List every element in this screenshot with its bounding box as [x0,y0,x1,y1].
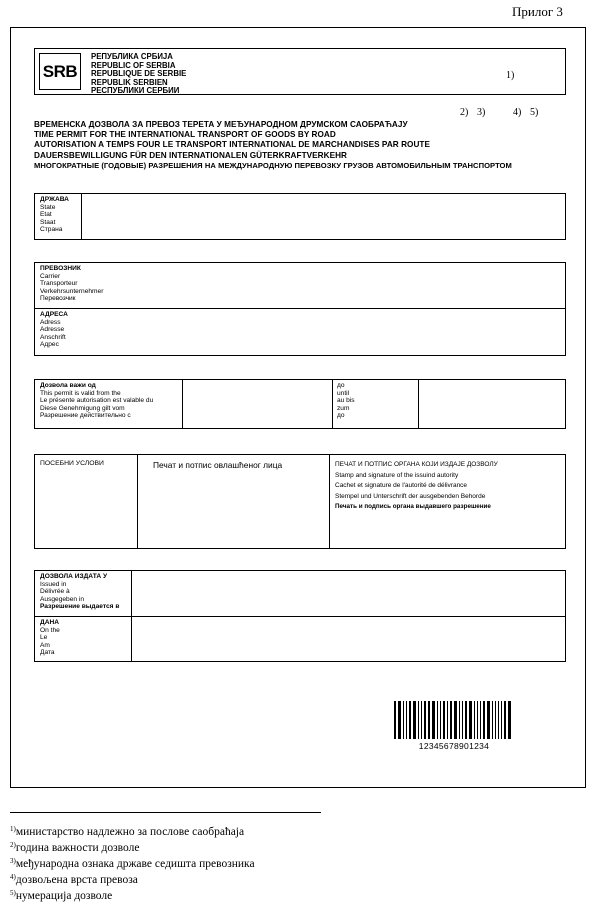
state-label-line: Etat [40,211,52,219]
ministry-note-ref: 1) [506,70,515,81]
issued-label-line: Issued in [40,580,67,588]
authority-label-ru: Печать и подпись органа выдавшего разрешение [335,503,491,510]
validity-divider-1 [182,380,183,428]
country-name: REPUBLIK SERBIEN [91,77,168,87]
barcode-bar [465,701,467,739]
barcode-bar [483,701,485,739]
country-name: REPUBLIC OF SERBIA [91,60,176,70]
footnote-item: $^{1)}$министарство надлежно за послове саобраћаја [10,825,245,838]
validity-divider-2 [332,380,333,428]
carrier-label-line: Перевозчик [40,295,76,303]
barcode-bar [447,701,448,739]
barcode-bar [424,701,426,739]
authorized-person-label: Печат и потпис овлашћеног лица [153,460,283,470]
valid-until-line: до [337,412,345,420]
footnote-item: $^{4)}$дозвољена врста превоза [10,873,138,886]
valid-until-line: au bis [337,397,355,405]
barcode-bar [440,701,441,739]
state-label-main: ДРЖАВА [40,196,69,203]
address-label-line: Anschrift [40,333,66,341]
date-label [40,619,60,657]
barcode-bar [487,701,490,739]
barcode-bar [428,701,430,739]
carrier-label-line: Transporteur [40,280,78,288]
barcode-bar [498,701,499,739]
country-block [34,48,566,95]
barcode-bar [508,701,511,739]
note-ref-number: 5) [530,107,539,118]
barcode-bar [394,701,396,739]
valid-until-main: до [337,382,345,389]
country-name: РЕСПУБЛИКИ СЕРБИИ [91,86,180,96]
special-conditions-label: ПОСЕБНИ УСЛОВИ [40,460,104,467]
barcode-number: 12345678901234 [418,741,490,751]
title-en: TIME PERMIT FOR THE INTERNATIONAL TRANSPORT OF GOODS BY ROAD [34,130,336,140]
address-label-line: Adress [40,318,61,326]
state-label-line: Staat [40,218,56,226]
carrier-label-line: Carrier [40,272,61,280]
title-ru: МНОГОКРАТНЫЕ (ГОДОВЫЕ) РАЗРЕШЕНИЯ НА МЕЖДУНАРОДНУЮ ПЕРЕВОЗКУ ГРУЗОВ АВТОМОБИЛЬНЫМ ТРАНСПОРТОМ [34,160,512,170]
validity-divider-3 [418,380,419,428]
valid-until-line: until [337,389,350,397]
carrier-label-main: ПРЕВОЗНИК [40,265,81,272]
valid-until-label [337,382,355,420]
authority-label-main: ПЕЧАТ И ПОТПИС ОРГАНА КОЈИ ИЗДАЈЕ ДОЗВОЛУ [335,461,498,468]
issued-label-main: ДОЗВОЛА ИЗДАТА У [40,573,108,580]
note-ref-year: 2) [460,107,469,118]
authority-label-line: Stempel und Unterschrift der ausgebenden Behorde [335,492,486,500]
title-de: DAUERSBEWILLIGUNG FÜR DEN INTERNATIONALEN GÜTERKRAFTVERKEHR [34,150,348,160]
issued-label [40,573,119,611]
barcode [392,701,516,739]
barcode-bar [450,701,452,739]
valid-from-line: Разрешение действительно с [40,412,131,420]
barcode-bar [462,701,463,739]
srb-code: SRB [42,62,78,81]
state-label-line: State [40,203,56,211]
footnote-separator [10,812,321,813]
footnote-item: $^{5)}$нумерација дозволе [10,889,113,902]
conditions-divider-2 [329,455,330,548]
footnotes [10,824,255,904]
carrier-box [34,262,566,356]
date-label-main: ДАНА [40,619,59,626]
barcode-bar [421,701,422,739]
valid-from-line: Le présente autorisation est valable du [40,397,154,405]
issued-label-ru: Разрешение выдается в [40,603,120,611]
barcode-bar [495,701,496,739]
barcode-bar [474,701,475,739]
barcode-bar [492,701,493,739]
footnote-item: $^{2)}$година важности дозволе [10,841,140,854]
issued-label-line: Ausgegeben in [40,595,84,603]
date-label-line: Am [40,641,50,649]
barcode-bar [480,701,481,739]
barcode-bar [443,701,445,739]
address-label-line: Adresse [40,326,65,334]
issued-label-line: Délivrée à [40,588,70,596]
barcode-bar [398,701,401,739]
country-name: REPUBLIQUE DE SERBIE [91,69,187,79]
state-box [34,193,566,240]
conditions-box [34,454,566,549]
title-fr: AUTORISATION A TEMPS FOUR LE TRANSPORT INTERNATIONAL DE MARCHANDISES PAR ROUTE [34,140,430,150]
title-block [34,120,574,171]
barcode-bar [437,701,438,739]
valid-from-label [40,382,153,420]
barcode-bar [432,701,435,739]
date-label-line: Le [40,634,48,642]
barcode-bar [418,701,419,739]
barcode-bar [454,701,457,739]
footnote-item: $^{3)}$међународна ознака државе седишта превозника [10,857,255,870]
barcode-bar [409,701,411,739]
issued-date-divider [35,616,565,617]
barcode-bar [406,701,407,739]
carrier-label-line: Verkehrsunternehmer [40,287,104,295]
valid-from-main: Дозвола важи од [40,382,96,389]
issued-box [34,570,566,662]
validity-box [34,379,566,429]
authority-label-line: Cachet et signature de l'autorité de délivrance [335,482,468,489]
address-label [40,311,68,349]
barcode-bar [501,701,502,739]
date-label-line: On the [40,626,60,634]
state-label-line: Страна [40,226,63,234]
authority-label [335,460,498,513]
valid-from-line: This permit is valid from the [40,389,121,397]
valid-from-line: Diese Genehmigung gilt vom [40,404,125,412]
authority-label-line: Stamp and signature of the issuind autority [335,471,459,479]
title-sr: ВРЕМЕНСКА ДОЗВОЛА ЗА ПРЕВОЗ ТЕРЕТА У МЕЂУНАРОДНОМ ДРУМСКОМ САОБРАЋАЈУ [34,120,408,129]
conditions-divider-1 [137,455,138,548]
state-label [40,196,69,234]
carrier-label [40,265,103,303]
address-label-line: Адрес [40,341,59,349]
state-value-field[interactable] [83,196,563,237]
date-label-line: Дата [40,649,55,657]
barcode-bar [413,701,416,739]
barcode-bar [459,701,460,739]
barcode-bar [403,701,404,739]
barcode-bar [504,701,506,739]
address-label-main: АДРЕСА [40,311,68,318]
annex-label: Прилог 3 [512,4,563,19]
srb-code-box [39,53,81,90]
note-ref-type: 4) [513,107,522,118]
note-ref-country-code: 3) [477,107,486,118]
state-divider [81,194,82,239]
country-name: РЕПУБЛИКА СРБИЈА [91,52,173,61]
carrier-address-divider [35,308,565,309]
valid-until-line: zum [337,404,350,412]
barcode-bar [469,701,472,739]
country-names [91,53,186,96]
barcode-bar [477,701,478,739]
